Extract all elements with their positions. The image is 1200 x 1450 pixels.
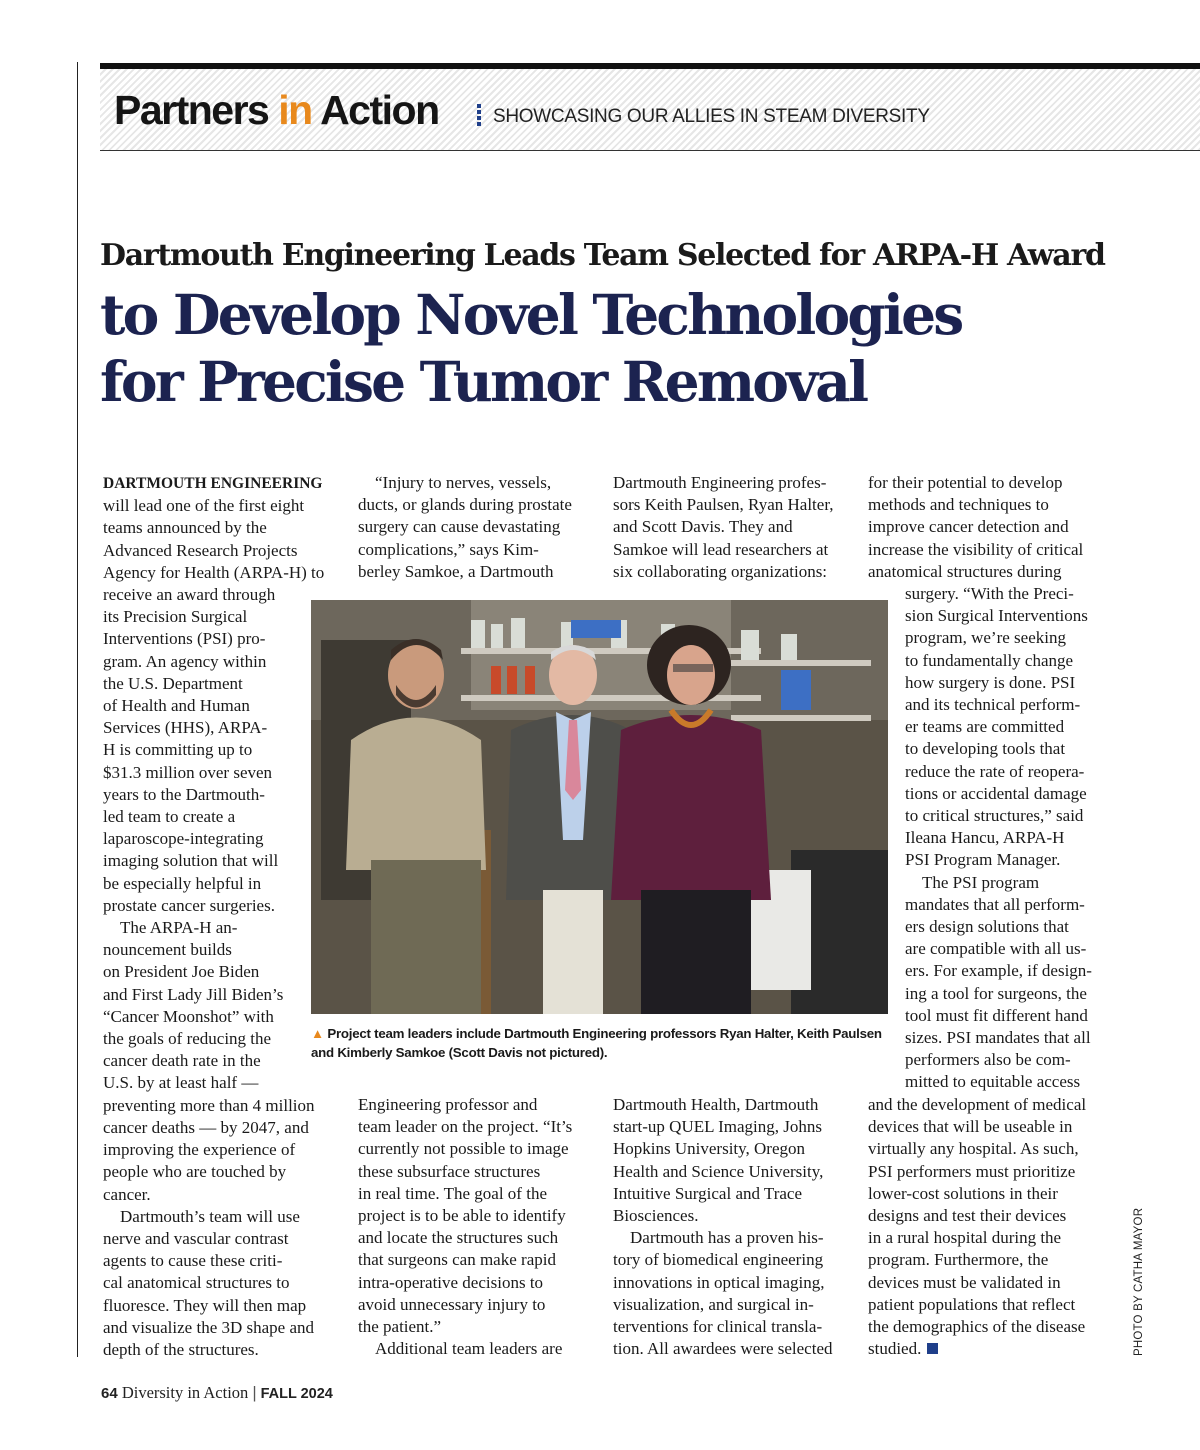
body-line: and the development of medical bbox=[868, 1095, 1087, 1114]
body-line: improve cancer detection and bbox=[868, 517, 1069, 537]
body-line: tions or accidental damage bbox=[905, 783, 1087, 803]
end-of-article-mark bbox=[927, 1343, 938, 1354]
body-line: mitted to equitable access bbox=[905, 1072, 1081, 1092]
body-line: PSI Program Manager. bbox=[905, 850, 1061, 870]
article-kicker: Dartmouth Engineering Leads Team Selected for ARPA-H Award bbox=[100, 238, 1105, 273]
body-line: reduce the rate of reopera- bbox=[905, 761, 1085, 781]
body-line: fluoresce. They will then map bbox=[103, 1295, 307, 1315]
body-line: sors Keith Paulsen, Ryan Halter, bbox=[613, 495, 834, 515]
body-line: cancer. bbox=[103, 1184, 151, 1204]
body-line: program, we’re seeking bbox=[905, 628, 1066, 648]
section-title-accent: in bbox=[278, 87, 312, 133]
page-footer bbox=[101, 1383, 333, 1403]
body-line: preventing more than 4 million bbox=[103, 1095, 315, 1115]
photo-caption bbox=[311, 1024, 891, 1062]
body-line: the demographics of the disease bbox=[868, 1317, 1086, 1337]
body-line: depth of the structures. bbox=[103, 1339, 259, 1359]
body-column-1 bbox=[103, 472, 343, 1361]
body-line: Health and Science University, bbox=[613, 1161, 824, 1181]
lab-photo-illustration bbox=[311, 600, 888, 1014]
body-line: on President Joe Biden bbox=[103, 962, 260, 982]
body-line: ers. For example, if design- bbox=[905, 961, 1092, 981]
body-line: six collaborating organizations: bbox=[613, 561, 828, 581]
body-line: surgery can cause devastating bbox=[358, 517, 561, 537]
magazine-name: Diversity in Action bbox=[121, 1383, 249, 1402]
body-line: surgery. “With the Preci- bbox=[905, 584, 1074, 603]
body-line: Ileana Hancu, ARPA-H bbox=[905, 828, 1065, 848]
body-line: patient populations that reflect bbox=[868, 1294, 1076, 1314]
body-column-4-bottom bbox=[868, 1094, 1108, 1360]
body-line: to developing tools that bbox=[905, 739, 1066, 759]
body-line: Dartmouth Health, Dartmouth bbox=[613, 1095, 819, 1114]
body-line: and locate the structures such bbox=[358, 1228, 559, 1248]
body-line: Hopkins University, Oregon bbox=[613, 1139, 806, 1159]
body-line: complications,” says Kim- bbox=[358, 539, 539, 559]
body-line: berley Samkoe, a Dartmouth bbox=[358, 561, 554, 581]
section-subtitle: SHOWCASING OUR ALLIES IN STEAM DIVERSITY bbox=[493, 106, 930, 127]
body-line: gram. An agency within bbox=[103, 651, 267, 671]
body-line: currently not possible to image bbox=[358, 1139, 569, 1159]
body-line: H is committing up to bbox=[103, 740, 253, 760]
body-line: visualization, and surgical in- bbox=[613, 1294, 814, 1314]
body-line: team leader on the project. “It’s bbox=[358, 1117, 573, 1137]
body-line: be especially helpful in bbox=[103, 873, 262, 893]
body-line: Intuitive Surgical and Trace bbox=[613, 1183, 803, 1203]
dotted-separator bbox=[477, 104, 481, 128]
body-line: mandates that all perform- bbox=[905, 894, 1085, 914]
body-line: teams announced by the bbox=[103, 518, 267, 538]
section-title-part: Action bbox=[311, 87, 439, 133]
body-line: and its technical perform- bbox=[905, 695, 1081, 715]
body-line: how surgery is done. PSI bbox=[905, 672, 1076, 692]
body-line: “Injury to nerves, vessels, bbox=[375, 473, 552, 492]
body-line: Dartmouth’s team will use bbox=[120, 1206, 300, 1226]
page-number: 64 bbox=[101, 1385, 118, 1402]
body-line: U.S. by at least half — bbox=[103, 1073, 259, 1093]
body-line: the patient.” bbox=[358, 1317, 442, 1337]
body-line bbox=[103, 472, 343, 495]
body-line: the U.S. Department bbox=[103, 673, 243, 693]
headline-line: to Develop Novel Technologies bbox=[100, 282, 962, 347]
body-line: Dartmouth has a proven his- bbox=[630, 1228, 824, 1248]
body-line: Engineering professor and bbox=[358, 1095, 538, 1114]
body-column-2-bottom bbox=[358, 1094, 598, 1360]
body-line: years to the Dartmouth- bbox=[103, 784, 265, 804]
body-line: to fundamentally change bbox=[905, 650, 1074, 670]
body-line: Agency for Health (ARPA-H) to bbox=[103, 562, 325, 582]
body-line: and visualize the 3D shape and bbox=[103, 1317, 315, 1337]
section-banner bbox=[100, 63, 1200, 151]
body-line: increase the visibility of critical bbox=[868, 539, 1084, 559]
body-line: in a rural hospital during the bbox=[868, 1228, 1062, 1248]
body-line: imaging solution that will bbox=[103, 851, 279, 871]
body-column-2-top bbox=[358, 472, 598, 583]
body-line: tool must fit different hand bbox=[905, 1005, 1088, 1025]
body-line: sion Surgical Interventions bbox=[905, 606, 1088, 626]
body-line: that surgeons can make rapid bbox=[358, 1250, 556, 1270]
body-line: “Cancer Moonshot” with bbox=[103, 1006, 274, 1026]
body-line: innovations in optical imaging, bbox=[613, 1272, 825, 1292]
body-line: er teams are committed bbox=[905, 717, 1065, 737]
body-line: nerve and vascular contrast bbox=[103, 1228, 289, 1248]
body-line: and Scott Davis. They and bbox=[613, 517, 793, 537]
body-line: improving the experience of bbox=[103, 1140, 296, 1160]
article-headline bbox=[100, 281, 961, 415]
body-line: intra-operative decisions to bbox=[358, 1272, 544, 1292]
body-line: avoid unnecessary injury to bbox=[358, 1294, 546, 1314]
caption-triangle-icon: ▲ bbox=[311, 1026, 324, 1041]
body-line: will lead one of the first eight bbox=[103, 496, 305, 516]
photo-credit: PHOTO BY CATHA MAYOR bbox=[1133, 1207, 1145, 1356]
body-line: performers also be com- bbox=[905, 1050, 1071, 1070]
body-line: devices that will be useable in bbox=[868, 1117, 1073, 1137]
body-line: virtually any hospital. As such, bbox=[868, 1139, 1079, 1159]
body-line: Additional team leaders are bbox=[375, 1339, 563, 1359]
body-line: prostate cancer surgeries. bbox=[103, 895, 275, 915]
body-line: are compatible with all us- bbox=[905, 939, 1087, 959]
body-line: and First Lady Jill Biden’s bbox=[103, 984, 284, 1004]
body-line: Biosciences. bbox=[613, 1206, 699, 1226]
headline-line: for Precise Tumor Removal bbox=[100, 349, 867, 414]
body-line: Interventions (PSI) pro- bbox=[103, 629, 266, 649]
body-column-4-top bbox=[868, 472, 1108, 583]
section-title bbox=[114, 87, 439, 134]
body-line: Dartmouth Engineering profes- bbox=[613, 473, 827, 492]
body-line: cancer deaths — by 2047, and bbox=[103, 1117, 309, 1137]
issue-label: FALL 2024 bbox=[260, 1386, 333, 1402]
body-line: receive an award through bbox=[103, 585, 276, 605]
body-line: ing a tool for surgeons, the bbox=[905, 983, 1087, 1003]
body-line-text: studied. bbox=[868, 1339, 922, 1359]
body-line: program. Furthermore, the bbox=[868, 1250, 1049, 1270]
team-photo bbox=[311, 600, 888, 1014]
article-lead: DARTMOUTH ENGINEERING bbox=[103, 475, 323, 492]
body-line: for their potential to develop bbox=[868, 473, 1063, 492]
body-column-3-bottom bbox=[613, 1094, 853, 1360]
body-column-4-wrap bbox=[905, 583, 1105, 1094]
body-line: start-up QUEL Imaging, Johns bbox=[613, 1117, 823, 1137]
body-line: tory of biomedical engineering bbox=[613, 1250, 824, 1270]
body-line: anatomical structures during bbox=[868, 561, 1062, 581]
body-line: nouncement builds bbox=[103, 940, 232, 960]
body-line: PSI performers must prioritize bbox=[868, 1161, 1076, 1181]
body-line: Advanced Research Projects bbox=[103, 540, 298, 560]
body-line: devices must be validated in bbox=[868, 1272, 1061, 1292]
body-line: Services (HHS), ARPA- bbox=[103, 718, 268, 738]
body-line: Samkoe will lead researchers at bbox=[613, 539, 829, 559]
left-margin-rule bbox=[77, 62, 78, 1357]
body-line: lower-cost solutions in their bbox=[868, 1183, 1058, 1203]
body-line: tion. All awardees were selected bbox=[613, 1339, 833, 1359]
body-line: to critical structures,” said bbox=[905, 806, 1084, 826]
body-line: of Health and Human bbox=[103, 696, 250, 716]
body-line: methods and techniques to bbox=[868, 495, 1049, 515]
footer-separator: | bbox=[252, 1384, 257, 1402]
body-line: project is to be able to identify bbox=[358, 1206, 566, 1226]
body-line: ducts, or glands during prostate bbox=[358, 495, 572, 515]
body-line: The PSI program bbox=[922, 872, 1040, 892]
body-line: people who are touched by bbox=[103, 1162, 287, 1182]
body-line: ers design solutions that bbox=[905, 917, 1069, 937]
body-line: laparoscope-integrating bbox=[103, 829, 264, 849]
body-line: the goals of reducing the bbox=[103, 1029, 272, 1049]
body-line: The ARPA-H an- bbox=[120, 918, 238, 938]
body-line: $31.3 million over seven bbox=[103, 762, 273, 782]
body-line: designs and test their devices bbox=[868, 1206, 1067, 1226]
body-line: led team to create a bbox=[103, 807, 236, 827]
body-line bbox=[868, 1338, 1108, 1360]
body-line: cal anatomical structures to bbox=[103, 1273, 290, 1293]
section-title-part: Partners bbox=[114, 87, 279, 133]
body-line: these subsurface structures bbox=[358, 1161, 541, 1181]
caption-text: Project team leaders include Dartmouth Engineering professors Ryan Halter, Keith Paulsen and Kimberly Samkoe (Scott Davis not pictured). bbox=[311, 1026, 882, 1060]
body-line: cancer death rate in the bbox=[103, 1051, 261, 1071]
body-line: terventions for clinical transla- bbox=[613, 1317, 823, 1337]
body-line: sizes. PSI mandates that all bbox=[905, 1028, 1091, 1048]
body-line: agents to cause these criti- bbox=[103, 1251, 283, 1271]
body-line: its Precision Surgical bbox=[103, 607, 248, 627]
body-line: in real time. The goal of the bbox=[358, 1183, 547, 1203]
body-column-3-top bbox=[613, 472, 853, 583]
